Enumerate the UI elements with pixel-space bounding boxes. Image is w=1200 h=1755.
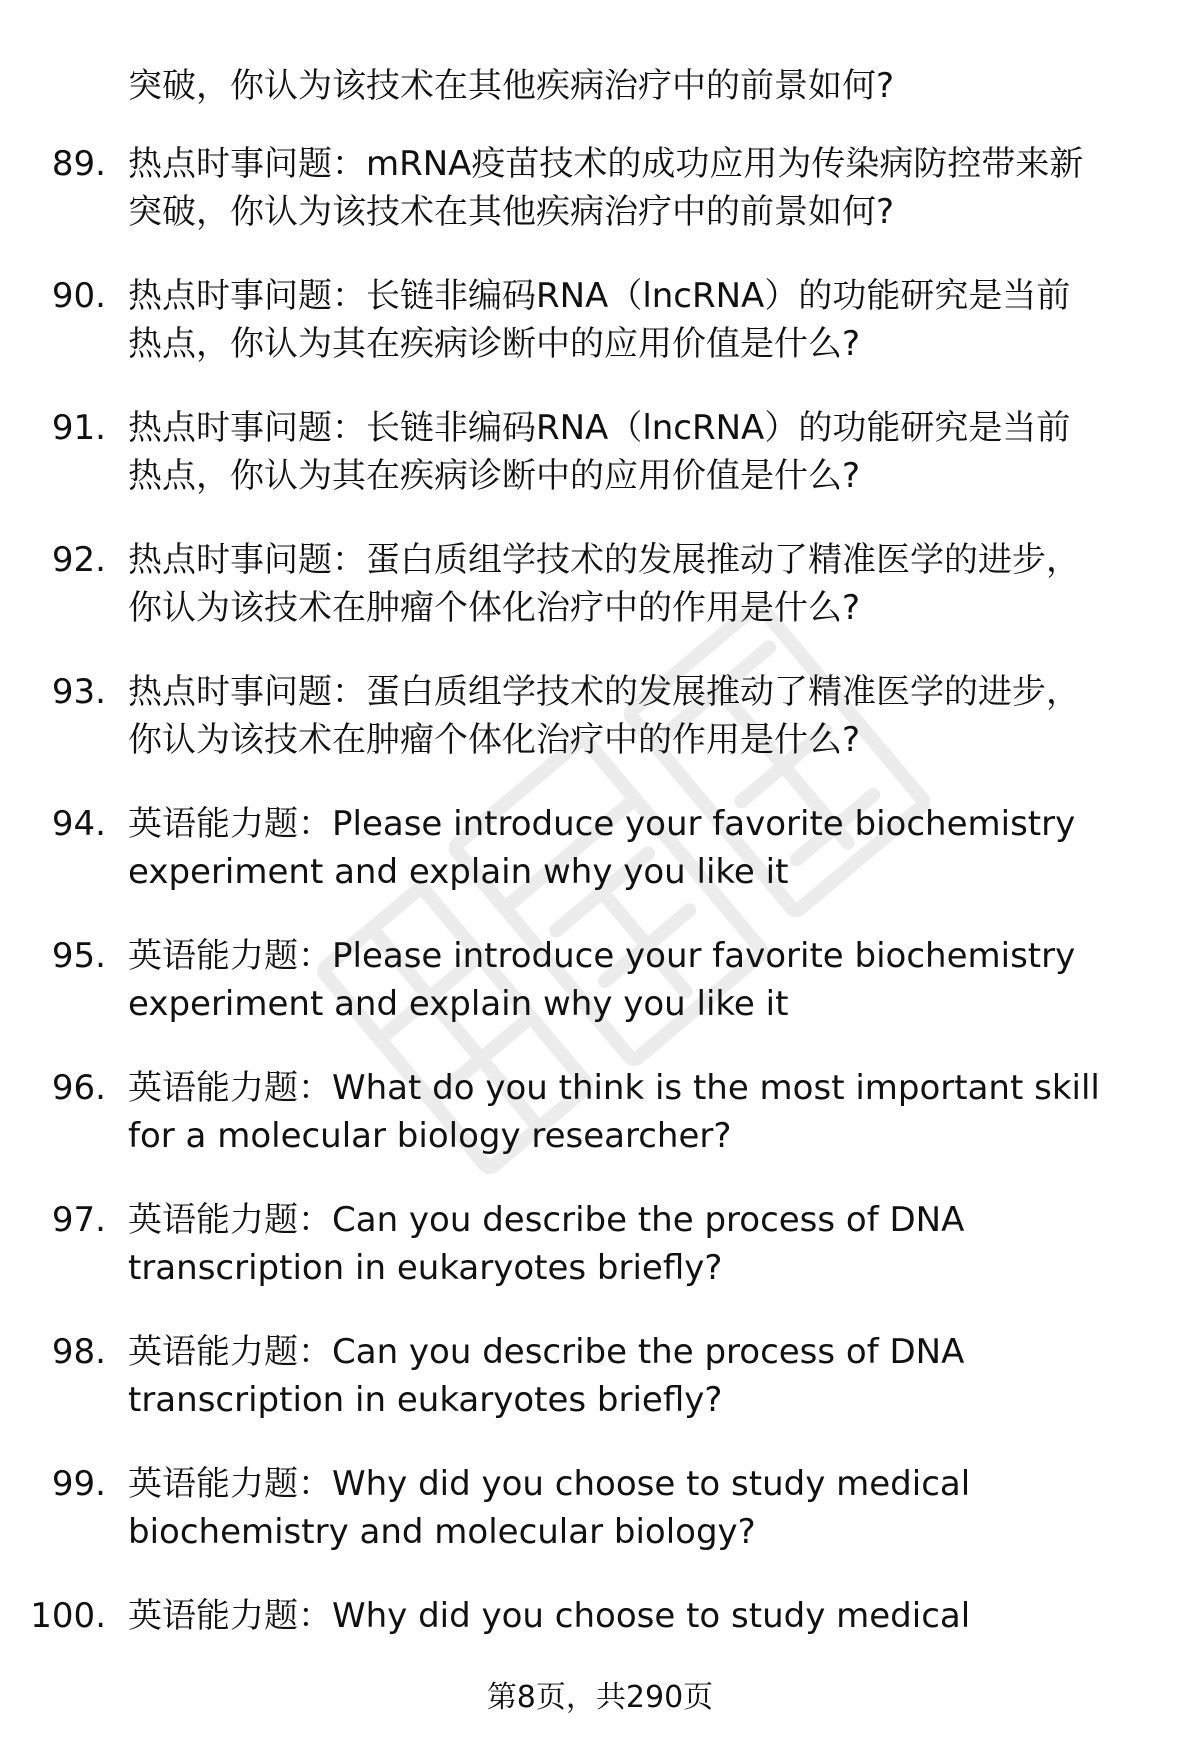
question-text <box>128 668 1138 764</box>
question-item <box>0 1196 1200 1328</box>
question-text-line: 你认为该技术在肿瘤个体化治疗中的作用是什么? <box>128 588 861 628</box>
question-text-line: 热点时事问题：mRNA疫苗技术的成功应用为传染病防控带来新 <box>128 144 1084 184</box>
question-text-line: 突破，你认为该技术在其他疾病治疗中的前景如何? <box>128 192 895 232</box>
question-text-line: 热点，你认为其在疾病诊断中的应用价值是什么? <box>128 456 861 496</box>
question-text-line: 热点时事问题：长链非编码RNA（lncRNA）的功能研究是当前 <box>128 408 1071 448</box>
question-text <box>128 1328 1138 1424</box>
question-number: 97. <box>51 1200 106 1240</box>
question-number: 90. <box>51 276 106 316</box>
question-number: 95. <box>51 936 106 976</box>
question-number: 98. <box>51 1332 106 1372</box>
question-text <box>128 1196 1138 1292</box>
question-text-line: transcription in eukaryotes briefly? <box>128 1380 723 1420</box>
question-item <box>0 668 1200 800</box>
question-text-line: 英语能力题：Please introduce your favorite biochemistry <box>128 804 1076 844</box>
question-text-line: experiment and explain why you like it <box>128 984 789 1024</box>
question-text <box>128 1592 1138 1640</box>
question-text-line: 你认为该技术在肿瘤个体化治疗中的作用是什么? <box>128 720 861 760</box>
question-number: 94. <box>51 804 106 844</box>
question-text <box>128 1064 1138 1160</box>
question-item <box>0 1064 1200 1196</box>
page-footer: 第8页，共290页 <box>486 1680 714 1715</box>
question-text <box>128 140 1138 236</box>
question-number: 92. <box>51 540 106 580</box>
question-text-line: 英语能力题：Can you describe the process of DNA <box>128 1200 965 1240</box>
question-item <box>0 1328 1200 1460</box>
question-number: 93. <box>51 672 106 712</box>
question-number: 89. <box>51 144 106 184</box>
question-text <box>128 800 1138 896</box>
question-text <box>128 272 1138 368</box>
question-text-line: experiment and explain why you like it <box>128 852 789 892</box>
question-item <box>0 404 1200 536</box>
question-text-line: 热点时事问题：长链非编码RNA（lncRNA）的功能研究是当前 <box>128 276 1071 316</box>
continuation-line: 突破，你认为该技术在其他疾病治疗中的前景如何? <box>128 66 895 106</box>
question-number: 96. <box>51 1068 106 1108</box>
question-text <box>128 1460 1138 1556</box>
question-text <box>128 932 1138 1028</box>
question-text-line: 英语能力题：Why did you choose to study medical <box>128 1596 971 1636</box>
question-text-line: transcription in eukaryotes briefly? <box>128 1248 723 1288</box>
question-item <box>0 272 1200 404</box>
question-item <box>0 140 1200 272</box>
question-text <box>128 536 1138 632</box>
question-number: 99. <box>51 1464 106 1504</box>
question-text-line: 英语能力题：What do you think is the most important skill <box>128 1068 1100 1108</box>
question-text <box>128 404 1138 500</box>
question-text-line: 英语能力题：Why did you choose to study medical <box>128 1464 971 1504</box>
question-list <box>0 140 1200 1724</box>
question-item <box>0 932 1200 1064</box>
question-text-line: 热点时事问题：蛋白质组学技术的发展推动了精准医学的进步， <box>128 540 1080 580</box>
question-text-line: biochemistry and molecular biology? <box>128 1512 756 1552</box>
question-text-line: 热点，你认为其在疾病诊断中的应用价值是什么? <box>128 324 861 364</box>
question-text-line: for a molecular biology researcher? <box>128 1116 732 1156</box>
question-item <box>0 800 1200 932</box>
question-item <box>0 536 1200 668</box>
question-number: 91. <box>51 408 106 448</box>
question-text-line: 英语能力题：Please introduce your favorite biochemistry <box>128 936 1076 976</box>
question-text-line: 英语能力题：Can you describe the process of DNA <box>128 1332 965 1372</box>
question-text-line: 热点时事问题：蛋白质组学技术的发展推动了精准医学的进步， <box>128 672 1080 712</box>
question-item <box>0 1460 1200 1592</box>
question-number: 100. <box>30 1596 106 1636</box>
